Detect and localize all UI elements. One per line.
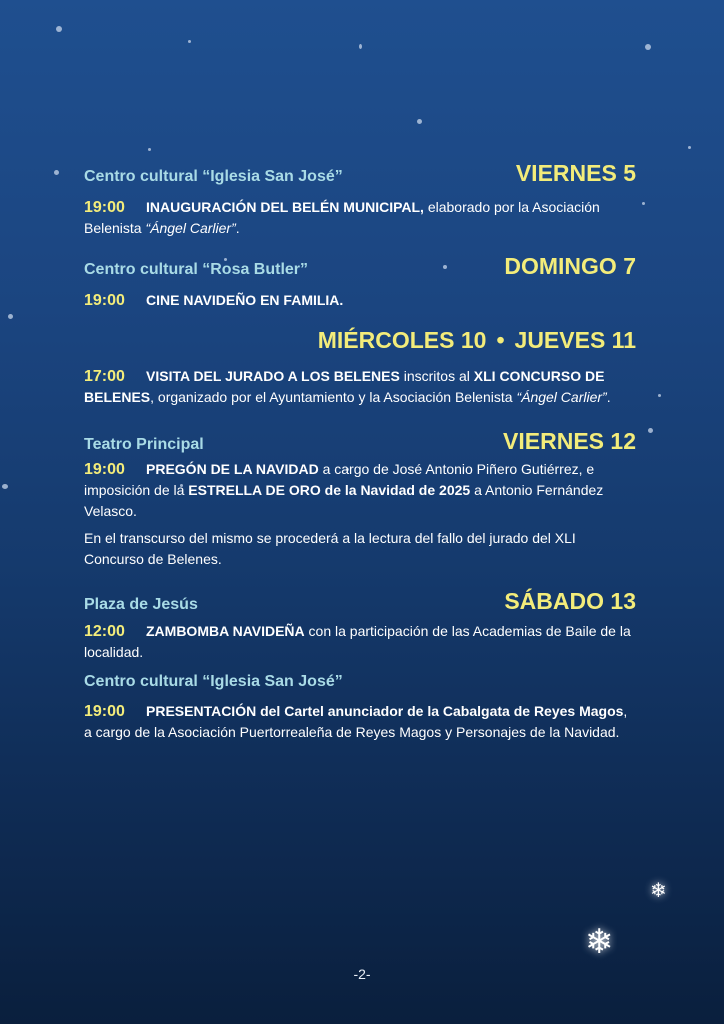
- snow-dot: [148, 148, 151, 151]
- event-text: elaborado por la Asociación Belenista: [84, 199, 600, 236]
- snow-dot: [54, 170, 59, 175]
- event-section: [84, 428, 636, 570]
- venue-name: Plaza de Jesús: [84, 596, 198, 613]
- event-time: 19:00: [84, 461, 125, 478]
- section-header: [84, 428, 636, 455]
- snowflake-icon: ❄: [585, 923, 614, 961]
- snow-dot: [648, 428, 653, 433]
- event-time: 12:00: [84, 623, 125, 640]
- snow-dot: [359, 44, 362, 49]
- event-text: .: [606, 389, 611, 405]
- event-time: 17:00: [84, 368, 125, 385]
- event-day: [318, 327, 636, 354]
- event-entry: [84, 621, 636, 663]
- snow-dot: [8, 314, 13, 319]
- event-text: con la participación de las Academias de Baile de la localidad.: [84, 623, 631, 660]
- event-title: CINE NAVIDEÑO EN FAMILIA.: [146, 292, 344, 308]
- venue-name: Teatro Principal: [84, 436, 204, 453]
- event-section: [84, 327, 636, 408]
- event-text: inscritos al: [399, 368, 474, 384]
- venue-name: Centro cultural “Iglesia San José”: [84, 673, 343, 690]
- section-header: [84, 160, 636, 187]
- event-entry: [84, 459, 636, 522]
- event-text: .: [235, 220, 240, 236]
- event-entry: [84, 290, 636, 311]
- event-italic: “Ángel Carlier”: [516, 389, 607, 405]
- section-header: [84, 253, 636, 280]
- event-highlight: ESTRELLA DE ORO de la Navidad de 2025: [188, 482, 471, 498]
- event-title: VISITA DEL JURADO A LOS BELENES: [146, 368, 400, 384]
- event-title: PREGÓN DE LA NAVIDAD: [146, 461, 319, 477]
- program-content: [84, 160, 636, 743]
- event-day: VIERNES 12: [503, 428, 636, 454]
- snow-dot: [188, 40, 191, 43]
- event-entry: [84, 701, 636, 743]
- snowflake-icon: ❄: [650, 880, 667, 902]
- event-day: DOMINGO 7: [504, 253, 636, 279]
- event-title: PRESENTACIÓN del Cartel anunciador de la Cabalgata de Reyes Magos: [146, 703, 624, 719]
- snow-dot: [56, 26, 62, 32]
- event-italic: “Ángel Carlier”: [145, 220, 236, 236]
- event-time: 19:00: [84, 292, 125, 309]
- venue-name: Centro cultural “Rosa Butler”: [84, 261, 309, 278]
- event-day: SÁBADO 13: [504, 588, 636, 614]
- snow-dot: [645, 44, 651, 50]
- event-time: 19:00: [84, 703, 125, 720]
- event-time: 19:00: [84, 199, 125, 216]
- day-label: MIÉRCOLES 10: [317, 327, 487, 353]
- event-day: VIERNES 5: [515, 160, 636, 186]
- event-note: En el transcurso del mismo se procederá a la lectura del fallo del jurado del XLI Concurso de Belenes.: [84, 530, 576, 567]
- event-section: [84, 588, 636, 743]
- snow-dot: [2, 484, 8, 489]
- snow-dot: [658, 394, 661, 397]
- event-text: a Antonio Fernández Velasco.: [84, 482, 604, 519]
- event-highlight: XLI CONCURSO DE BELENES: [84, 368, 605, 405]
- section-header: [84, 327, 636, 354]
- event-entry: [84, 366, 636, 408]
- day-label: JUEVES 11: [514, 327, 636, 353]
- day-separator: •: [496, 327, 505, 353]
- snow-dot: [642, 202, 645, 205]
- event-text: , organizado por el Ayuntamiento y la Asociación Belenista: [150, 389, 517, 405]
- event-section: [84, 253, 636, 311]
- page-number: -2-: [353, 966, 371, 982]
- venue-name: Centro cultural “Iglesia San José”: [84, 168, 343, 185]
- event-text: , a cargo de la Asociación Puertorrealeña de Reyes Magos y Personajes de la Navidad.: [84, 703, 628, 740]
- section-header: [84, 588, 636, 615]
- event-title: ZAMBOMBA NAVIDEÑA: [146, 623, 305, 639]
- event-title: INAUGURACIÓN DEL BELÉN MUNICIPAL,: [146, 199, 424, 215]
- event-entry: [84, 197, 636, 239]
- snow-dot: [417, 119, 422, 124]
- snow-dot: [688, 146, 691, 149]
- event-text: a cargo de José Antonio Piñero Gutiérrez, e imposición de la: [84, 461, 595, 498]
- event-section: [84, 160, 636, 239]
